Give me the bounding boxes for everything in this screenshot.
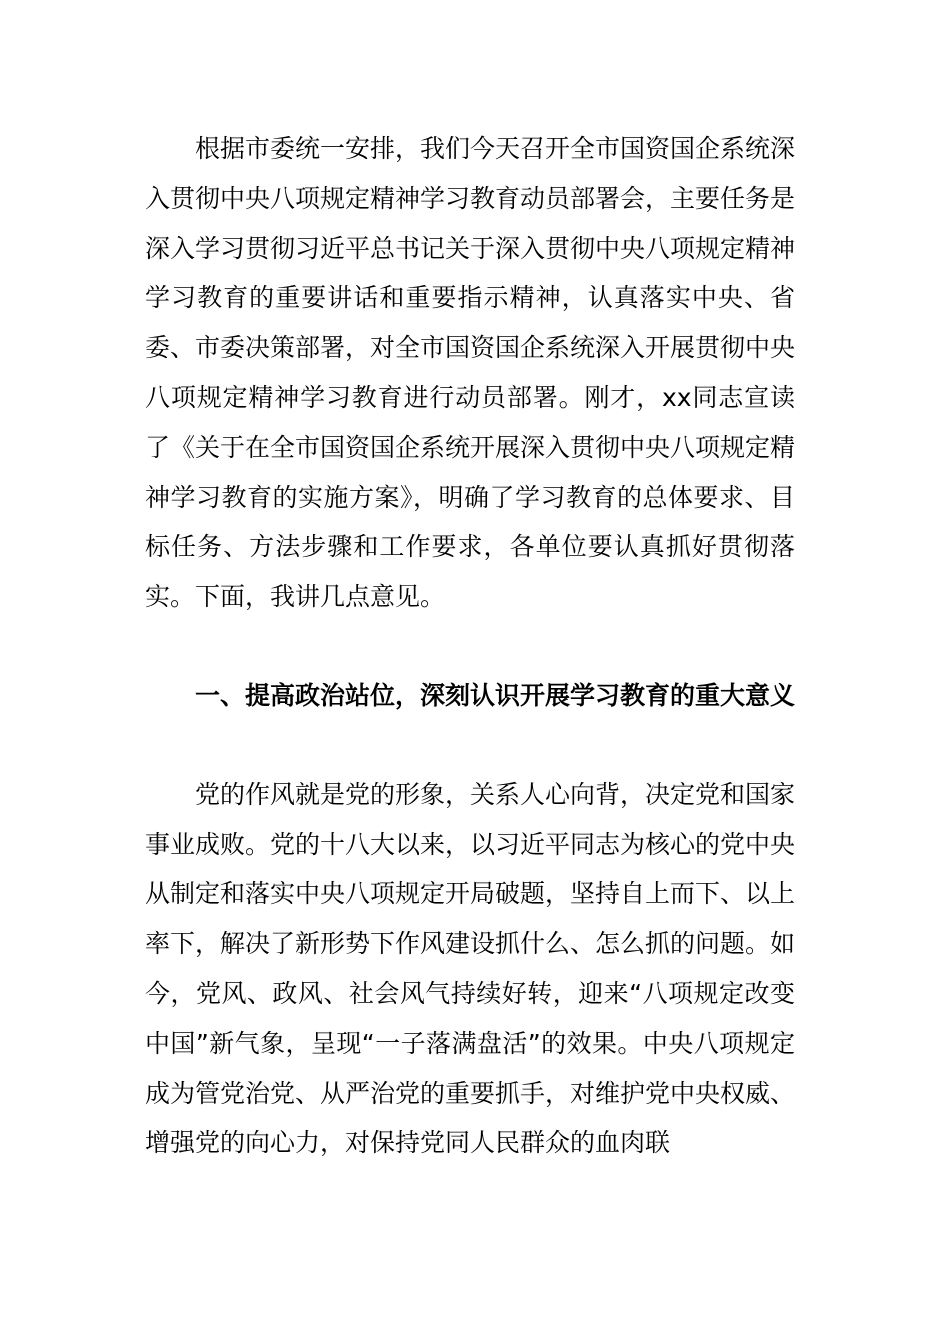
intro-paragraph: 根据市委统一安排，我们今天召开全市国资国企系统深入贯彻中央八项规定精神学习教育动员部署会，主要任务是深入学习贯彻习近平总书记关于深入贯彻中央八项规定精神学习教育的重要讲话和重要指示精神，认真落实中央、省委、市委决策部署，对全市国资国企系统深入开展贯彻中央八项规定精神学习教育进行动员部署。刚才，xx同志宣读了《关于在全市国资国企系统开展深入贯彻中央八项规定精神学习教育的实施方案》，明确了学习教育的总体要求、目标任务、方法步骤和工作要求，各单位要认真抓好贯彻落实。下面，我讲几点意见。: [145, 134, 796, 612]
document-body: [145, 124, 795, 1168]
section-heading-1: 一、提高政治站位，深刻认识开展学习教育的重大意义: [195, 680, 796, 710]
section-1-paragraph: 党的作风就是党的形象，关系人心向背，决定党和国家事业成败。党的十八大以来，以习近平同志为核心的党中央从制定和落实中央八项规定开局破题，坚持自上而下、以上率下，解决了新形势下作风建设抓什么、怎么抓的问题。如今，党风、政风、社会风气持续好转，迎来“八项规定改变中国”新气象，呈现“一子落满盘活”的效果。中央八项规定成为管党治党、从严治党的重要抓手，对维护党中央权威、增强党的向心力，对保持党同人民群众的血肉联: [145, 779, 796, 1158]
